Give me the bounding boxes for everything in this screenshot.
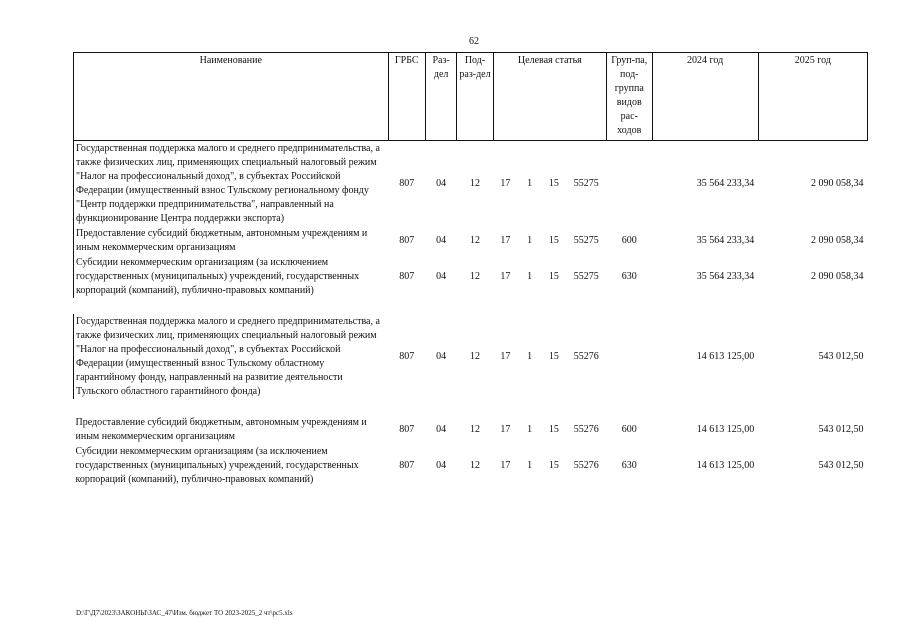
row-podrazdel: 12 <box>470 270 480 282</box>
budget-table <box>73 52 868 487</box>
row-2025: 2 090 058,34 <box>811 270 864 282</box>
row-2024: 35 564 233,34 <box>696 270 755 282</box>
header-2024: 2024 год <box>652 53 758 141</box>
row-podrazdel: 12 <box>470 177 480 189</box>
row-cs-program: 17 <box>500 234 511 246</box>
row-cs-direction: 55275 <box>573 270 599 282</box>
row-2025: 543 012,50 <box>818 350 864 362</box>
row-2024: 14 613 125,00 <box>696 423 755 435</box>
table-row <box>74 255 868 298</box>
row-cs-direction: 55276 <box>573 350 599 362</box>
row-podrazdel: 12 <box>470 423 480 435</box>
table-row <box>74 415 868 444</box>
row-2024: 14 613 125,00 <box>696 459 755 471</box>
row-spacer <box>74 298 868 314</box>
table-header-row <box>74 53 868 141</box>
row-name: Предоставление субсидий бюджетным, автономным учреждениям и иным некоммерческим организациям <box>74 226 389 255</box>
row-cs-complex: 15 <box>548 423 559 435</box>
row-vid <box>607 141 653 227</box>
header-podrazdel: Под-раз-дел <box>457 53 493 141</box>
row-vid: 630 <box>621 459 637 471</box>
table-row <box>74 141 868 227</box>
row-cs-program: 17 <box>500 350 511 362</box>
row-cs-complex: 15 <box>548 350 559 362</box>
row-grbs: 807 <box>399 177 415 189</box>
row-cs-complex: 15 <box>548 270 559 282</box>
footer-file-path: D:\Г\Д7\2023\ЗАКОНЫ\ЗАС_47\Изм. бюджет ТО 2023-2025_2 чт\рс5.xls <box>76 609 293 617</box>
row-cs-type: 1 <box>527 350 533 362</box>
row-2024: 14 613 125,00 <box>696 350 755 362</box>
row-cs-complex: 15 <box>548 177 559 189</box>
row-razdel: 04 <box>436 177 447 189</box>
row-cs-type: 1 <box>527 234 533 246</box>
row-cs-program: 17 <box>500 459 511 471</box>
row-2025: 2 090 058,34 <box>811 177 864 189</box>
row-cs-type: 1 <box>527 270 533 282</box>
row-name: Субсидии некоммерческим организациям (за исключением государственных (муниципальных) учреждений, государственных корпораций (компаний), публично-правовых компаний) <box>75 446 359 485</box>
row-cs-direction: 55276 <box>573 423 599 435</box>
row-cs-type: 1 <box>527 177 533 189</box>
row-cs-complex: 15 <box>548 459 559 471</box>
row-cs-complex: 15 <box>548 234 559 246</box>
row-name: Субсидии некоммерческим организациям (за исключением государственных (муниципальных) учреждений, государственных корпораций (компаний), публично-правовых компаний) <box>74 255 389 298</box>
row-grbs: 807 <box>399 423 415 435</box>
row-2025: 543 012,50 <box>818 459 864 471</box>
row-grbs: 807 <box>399 270 415 282</box>
row-2025: 2 090 058,34 <box>811 234 864 246</box>
row-vid <box>607 314 653 399</box>
header-vid-rashodov: Груп-па, под-группа видов рас-ходов <box>607 53 653 141</box>
header-celevaya-statya: Целевая статья <box>493 53 606 141</box>
row-2025: 543 012,50 <box>818 423 864 435</box>
page-number: 62 <box>469 36 479 47</box>
header-2025: 2025 год <box>758 53 867 141</box>
header-razdel: Раз-дел <box>425 53 456 141</box>
row-cs-direction: 55275 <box>573 234 599 246</box>
table-row <box>74 314 868 399</box>
row-cs-program: 17 <box>500 423 511 435</box>
row-name: Государственная поддержка малого и среднего предпринимательства, а также физических лиц, применяющих специальный налоговый режим "Налог на профессиональный доход", в субъектах Российской Федерации (имущественный взнос Тульскому региональному фонду "Центр поддержки предпринимательства", направленный на функционирование Центра поддержки экспорта) <box>74 141 389 227</box>
row-name: Государственная поддержка малого и среднего предпринимательства, а также физических лиц, применяющих специальный налоговый режим "Налог на профессиональный доход", в субъектах Российской Федерации (имущественный взнос Тульскому областному гарантийному фонду, направленный на развитие деятельности Тульского областного гарантийного фонда) <box>74 314 389 399</box>
row-razdel: 04 <box>436 423 447 435</box>
row-2024: 35 564 233,34 <box>696 234 755 246</box>
table-row <box>74 444 868 487</box>
table-row <box>74 226 868 255</box>
row-razdel: 04 <box>436 350 447 362</box>
row-grbs: 807 <box>399 350 415 362</box>
row-vid: 630 <box>621 270 637 282</box>
row-podrazdel: 12 <box>470 459 480 471</box>
header-grbs: ГРБС <box>388 53 425 141</box>
row-razdel: 04 <box>436 270 447 282</box>
row-cs-direction: 55275 <box>573 177 599 189</box>
row-cs-type: 1 <box>527 459 533 471</box>
row-podrazdel: 12 <box>470 350 480 362</box>
row-2024: 35 564 233,34 <box>696 177 755 189</box>
row-podrazdel: 12 <box>470 234 480 246</box>
row-razdel: 04 <box>436 459 447 471</box>
row-vid: 600 <box>621 234 637 246</box>
row-cs-type: 1 <box>527 423 533 435</box>
header-name: Наименование <box>74 53 389 141</box>
row-grbs: 807 <box>399 459 415 471</box>
row-name: Предоставление субсидий бюджетным, автономным учреждениям и иным некоммерческим организациям <box>75 417 367 442</box>
row-vid: 600 <box>621 423 637 435</box>
row-grbs: 807 <box>399 234 415 246</box>
row-cs-program: 17 <box>500 270 511 282</box>
row-spacer <box>74 399 868 415</box>
row-razdel: 04 <box>436 234 447 246</box>
row-cs-program: 17 <box>500 177 511 189</box>
row-cs-direction: 55276 <box>573 459 599 471</box>
